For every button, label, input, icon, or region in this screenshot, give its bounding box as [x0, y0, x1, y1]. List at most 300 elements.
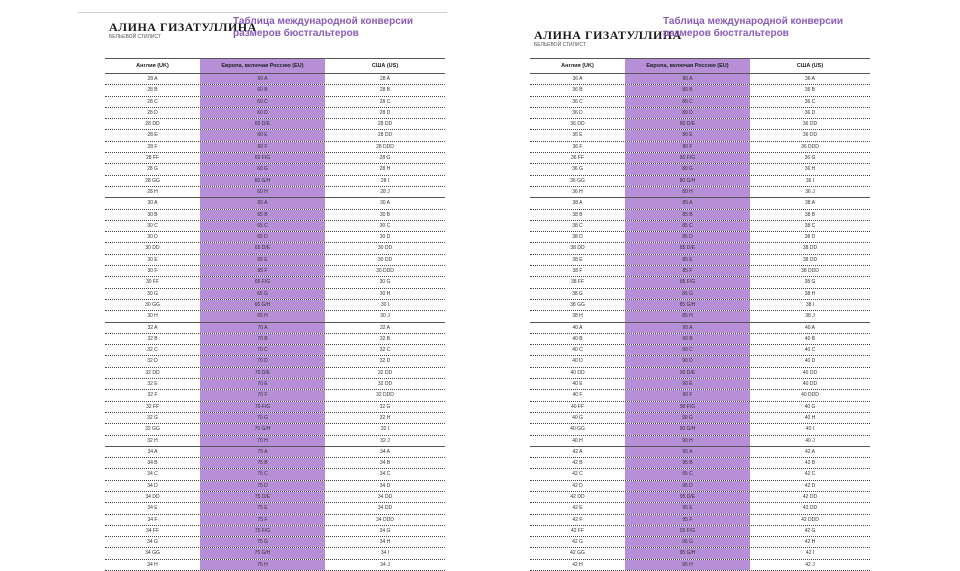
table-row [105, 187, 445, 198]
cell-uk: 30 DD [145, 245, 160, 252]
cell-eu: 65 F [200, 266, 325, 276]
cell-uk: 32 C [147, 347, 158, 354]
cell-eu: 90 D/E [625, 368, 750, 378]
cell-eu: 80 B [625, 85, 750, 95]
cell-us: 40 DDD [801, 392, 819, 399]
cell-eu: 80 D [625, 108, 750, 118]
cell-eu: 70 F/G [200, 402, 325, 412]
table-row [105, 74, 445, 85]
cell-uk: 30 G [147, 290, 158, 297]
cell-uk: 34 G [147, 539, 158, 546]
table-row [530, 560, 870, 571]
cell-eu: 75 A [200, 447, 325, 457]
table-row [530, 447, 870, 458]
table-row [530, 243, 870, 254]
cell-uk: 32 F [147, 392, 158, 399]
cell-us: 30 C [379, 222, 391, 229]
cell-us: 34 DDD [376, 516, 394, 523]
table-row [105, 289, 445, 300]
cell-uk: 38 H [572, 313, 583, 320]
cell-eu: 85 H [625, 311, 750, 321]
cell-eu: 95 G [625, 537, 750, 547]
cell-eu: 65 G [200, 289, 325, 299]
table-row [105, 436, 445, 447]
cell-eu: 70 G [200, 413, 325, 423]
cell-uk: 40 D [572, 358, 583, 365]
table-row [105, 548, 445, 559]
table-row [530, 481, 870, 492]
cell-eu: 85 B [625, 210, 750, 220]
cell-eu: 65 H [200, 311, 325, 321]
cell-uk: 36 D [572, 109, 583, 116]
cell-us: 28 H [379, 166, 391, 173]
table-row [530, 323, 870, 334]
cell-us: 38 J [805, 313, 815, 320]
cell-us: 34 DD [377, 505, 393, 512]
cell-eu: 65 G/H [200, 300, 325, 310]
cell-eu: 80 F [625, 142, 750, 152]
cell-uk: 36 H [572, 188, 583, 195]
cell-uk: 32 GG [145, 426, 160, 433]
cell-us: 40 DD [802, 381, 818, 388]
cell-uk: 30 C [147, 222, 158, 229]
cell-eu: 95 H [625, 560, 750, 570]
cell-us: 42 DDD [801, 516, 819, 523]
cell-eu: 65 D [200, 232, 325, 242]
header-uk: Англия (UK) [561, 63, 594, 69]
cell-eu: 80 D/E [625, 119, 750, 129]
cell-eu: 85 D/E [625, 243, 750, 253]
cell-eu: 65 D/E [200, 243, 325, 253]
cell-us: 40 D [804, 358, 816, 365]
cell-us: 40 I [805, 426, 815, 433]
cell-uk: 30 GG [145, 301, 160, 308]
table-row [105, 277, 445, 288]
cell-uk: 42 A [572, 448, 583, 455]
cell-us: 32 DDD [376, 392, 394, 399]
cell-us: 32 G [379, 403, 391, 410]
table-row [105, 526, 445, 537]
cell-us: 40 B [804, 335, 816, 342]
table-row [105, 458, 445, 469]
table-row [530, 537, 870, 548]
brand-logo: АЛИНА ГИЗАТУЛЛИНА [534, 28, 682, 42]
cell-eu: 60 E [200, 130, 325, 140]
cell-uk: 34 A [147, 448, 158, 455]
cell-uk: 42 E [572, 505, 583, 512]
cell-uk: 32 A [147, 324, 158, 331]
cell-us: 42 C [804, 471, 816, 478]
table-row [530, 255, 870, 266]
cell-eu: 80 G/H [625, 176, 750, 186]
cell-us: 30 J [380, 313, 390, 320]
table-row [530, 311, 870, 322]
header-eu: Европа, включая Россию (EU) [625, 59, 750, 73]
table-row [105, 300, 445, 311]
header-us: США (US) [371, 63, 399, 69]
cell-eu: 95 G/H [625, 548, 750, 558]
table-row [105, 108, 445, 119]
table-row [105, 492, 445, 503]
cell-eu: 60 C [200, 97, 325, 107]
cell-us: 32 A [379, 324, 390, 331]
cell-us: 30 DD [377, 256, 393, 263]
cell-us: 42 DD [802, 505, 818, 512]
cell-us: 36 C [804, 98, 816, 105]
cell-uk: 40 H [572, 437, 583, 444]
cell-us: 40 J [805, 437, 815, 444]
table-row [530, 390, 870, 401]
cell-uk: 42 C [572, 471, 583, 478]
cell-uk: 36 C [572, 98, 583, 105]
table-row [105, 311, 445, 322]
cell-eu: 65 E [200, 255, 325, 265]
table-row [530, 164, 870, 175]
cell-eu: 70 H [200, 436, 325, 446]
cell-uk: 36 E [572, 132, 583, 139]
table-row [530, 436, 870, 447]
cell-eu: 85 D [625, 232, 750, 242]
cell-eu: 70 A [200, 323, 325, 333]
cell-eu: 75 H [200, 560, 325, 570]
table-row [530, 548, 870, 559]
cell-uk: 42 F [572, 516, 583, 523]
cell-uk: 42 FF [570, 527, 585, 534]
table-row [530, 300, 870, 311]
cell-eu: 95 F/G [625, 526, 750, 536]
cell-eu: 90 C [625, 345, 750, 355]
table-row [530, 458, 870, 469]
cell-eu: 65 C [200, 221, 325, 231]
table-row [105, 255, 445, 266]
header-eu: Европа, включая Россию (EU) [200, 59, 325, 73]
table-row [105, 356, 445, 367]
cell-eu: 80 G [625, 164, 750, 174]
table-row [105, 368, 445, 379]
cell-uk: 30 E [147, 256, 158, 263]
table-row [530, 469, 870, 480]
cell-eu: 70 E [200, 379, 325, 389]
cell-us: 28 DD [377, 132, 393, 139]
cell-us: 34 G [379, 527, 391, 534]
cell-uk: 36 DD [570, 121, 585, 128]
cell-uk: 40 GG [570, 426, 585, 433]
cell-uk: 34 C [147, 471, 158, 478]
table-row [530, 119, 870, 130]
cell-eu: 75 G [200, 537, 325, 547]
table-row [530, 85, 870, 96]
cell-us: 34 I [380, 550, 390, 557]
brand-tagline: БЕЛЬЕВОЙ СТИЛИСТ [109, 34, 162, 40]
cell-eu: 75 D [200, 481, 325, 491]
cell-uk: 28 E [147, 132, 158, 139]
table-row [105, 142, 445, 153]
table-row [105, 390, 445, 401]
cell-eu: 90 F [625, 390, 750, 400]
cell-us: 32 I [380, 426, 390, 433]
cell-uk: 38 C [572, 222, 583, 229]
table-row [105, 243, 445, 254]
table-row [105, 266, 445, 277]
table-row [105, 164, 445, 175]
table-row [530, 277, 870, 288]
cell-uk: 42 H [572, 561, 583, 568]
cell-eu: 75 B [200, 458, 325, 468]
cell-eu: 65 B [200, 210, 325, 220]
cell-us: 36 DD [802, 121, 818, 128]
cell-us: 32 J [380, 437, 390, 444]
table-row [530, 503, 870, 514]
cell-eu: 75 D/E [200, 492, 325, 502]
table-header [530, 59, 870, 74]
cell-us: 32 C [379, 347, 391, 354]
cell-us: 30 DD [377, 245, 393, 252]
table-row [530, 130, 870, 141]
table-row [105, 198, 445, 209]
title-line-1: Таблица международной конверсии [663, 16, 844, 27]
size-table [105, 58, 445, 571]
cell-eu: 75 G/H [200, 548, 325, 558]
table-row [105, 469, 445, 480]
table-row [105, 424, 445, 435]
cell-us: 38 C [804, 222, 816, 229]
cell-us: 28 I [380, 177, 390, 184]
cell-eu: 95 D [625, 481, 750, 491]
cell-eu: 70 G/H [200, 424, 325, 434]
cell-eu: 70 B [200, 334, 325, 344]
cell-eu: 85 E [625, 255, 750, 265]
cell-uk: 38 E [572, 256, 583, 263]
cell-us: 30 G [379, 279, 391, 286]
cell-uk: 32 B [147, 335, 158, 342]
cell-uk: 38 D [572, 234, 583, 241]
cell-eu: 95 A [625, 447, 750, 457]
cell-us: 28 D [379, 109, 391, 116]
cell-eu: 95 C [625, 469, 750, 479]
cell-eu: 90 D [625, 356, 750, 366]
table-row [105, 221, 445, 232]
cell-us: 36 DD [802, 132, 818, 139]
cell-us: 42 A [804, 448, 815, 455]
cell-us: 38 B [804, 211, 816, 218]
document-title [663, 16, 843, 40]
cell-uk: 42 D [572, 482, 583, 489]
table-row [530, 74, 870, 85]
cell-uk: 28 C [147, 98, 158, 105]
cell-us: 38 DD [802, 256, 818, 263]
cell-eu: 70 F [200, 390, 325, 400]
cell-uk: 34 F [147, 516, 158, 523]
table-row [530, 368, 870, 379]
cell-uk: 40 C [572, 347, 583, 354]
cell-uk: 28 F [147, 143, 158, 150]
cell-uk: 38 F [572, 268, 583, 275]
cell-uk: 38 FF [570, 279, 585, 286]
cell-us: 36 J [805, 188, 815, 195]
cell-uk: 28 A [147, 76, 158, 82]
cell-us: 30 H [379, 290, 391, 297]
cell-uk: 40 F [572, 392, 583, 399]
brand-logo: АЛИНА ГИЗАТУЛЛИНА [109, 20, 257, 34]
cell-uk: 30 A [147, 200, 158, 207]
cell-eu: 95 F [625, 515, 750, 525]
cell-eu: 70 C [200, 345, 325, 355]
cell-eu: 60 B [200, 85, 325, 95]
table-row [105, 210, 445, 221]
cell-uk: 32 G [147, 414, 158, 421]
cell-uk: 30 H [147, 313, 158, 320]
cell-eu: 60 A [200, 74, 325, 84]
cell-us: 38 I [805, 301, 815, 308]
table-row [530, 266, 870, 277]
cell-uk: 34 GG [145, 550, 160, 557]
table-row [530, 289, 870, 300]
cell-us: 40 A [804, 324, 815, 331]
cell-eu: 75 C [200, 469, 325, 479]
cell-eu: 85 F [625, 266, 750, 276]
cell-uk: 28 B [147, 87, 158, 94]
table-row [105, 560, 445, 571]
cell-uk: 28 FF [145, 155, 160, 162]
cell-eu: 60 G [200, 164, 325, 174]
cell-uk: 38 DD [570, 245, 585, 252]
cell-uk: 32 D [147, 358, 158, 365]
table-row [530, 153, 870, 164]
table-row [530, 492, 870, 503]
cell-eu: 70 D [200, 356, 325, 366]
cell-eu: 85 C [625, 221, 750, 231]
cell-eu: 65 A [200, 198, 325, 208]
cell-uk: 32 H [147, 437, 158, 444]
cell-us: 30 A [379, 200, 390, 207]
cell-us: 38 DDD [801, 268, 819, 275]
cell-us: 34 DD [377, 493, 393, 500]
table-row [105, 232, 445, 243]
table-row [530, 210, 870, 221]
cell-eu: 85 A [625, 198, 750, 208]
cell-us: 38 DD [802, 245, 818, 252]
cell-uk: 36 F [572, 143, 583, 150]
table-row [105, 85, 445, 96]
table-row [105, 130, 445, 141]
cell-uk: 40 E [572, 381, 583, 388]
table-row [530, 108, 870, 119]
table-row [105, 402, 445, 413]
cell-uk: 32 E [147, 381, 158, 388]
cell-uk: 36 G [572, 166, 583, 173]
cell-eu: 65 F/G [200, 277, 325, 287]
cell-us: 30 B [379, 211, 391, 218]
cell-uk: 40 FF [570, 403, 585, 410]
cell-us: 36 H [804, 166, 816, 173]
table-row [105, 345, 445, 356]
cell-uk: 28 G [147, 166, 158, 173]
cell-eu: 60 F [200, 142, 325, 152]
table-row [530, 334, 870, 345]
cell-us: 42 I [805, 550, 815, 557]
cell-us: 38 G [804, 279, 816, 286]
cell-uk: 30 B [147, 211, 158, 218]
cell-us: 32 D [379, 358, 391, 365]
table-row [530, 402, 870, 413]
cell-eu: 80 C [625, 97, 750, 107]
table-row [530, 515, 870, 526]
size-table [530, 58, 870, 571]
table-row [105, 413, 445, 424]
cell-us: 28 G [379, 155, 391, 162]
cell-eu: 80 A [625, 74, 750, 84]
cell-us: 38 H [804, 290, 816, 297]
table-row [105, 97, 445, 108]
cell-uk: 40 A [572, 324, 583, 331]
cell-us: 36 I [805, 177, 815, 184]
cell-us: 28 C [379, 98, 391, 105]
brand-tagline: БЕЛЬЕВОЙ СТИЛИСТ [534, 42, 587, 48]
cell-eu: 75 F/G [200, 526, 325, 536]
table-row [105, 176, 445, 187]
table-body [530, 74, 870, 571]
cell-uk: 34 E [147, 505, 158, 512]
table-row [530, 221, 870, 232]
cell-eu: 80 H [625, 187, 750, 197]
cell-us: 42 G [804, 527, 816, 534]
cell-uk: 40 G [572, 414, 583, 421]
cell-us: 36 G [804, 155, 816, 162]
cell-us: 32 H [379, 414, 391, 421]
table-row [530, 413, 870, 424]
cell-us: 36 A [804, 76, 815, 82]
cell-uk: 38 G [572, 290, 583, 297]
cell-us: 30 D [379, 234, 391, 241]
cell-uk: 36 GG [570, 177, 585, 184]
cell-uk: 34 H [147, 561, 158, 568]
cell-us: 34 B [379, 460, 391, 467]
cell-uk: 42 DD [570, 493, 585, 500]
cell-uk: 32 FF [145, 403, 160, 410]
cell-eu: 80 F/G [625, 153, 750, 163]
cell-us: 32 DD [377, 369, 393, 376]
cell-us: 28 DD [377, 121, 393, 128]
cell-uk: 30 D [147, 234, 158, 241]
cell-eu: 90 A [625, 323, 750, 333]
cell-uk: 34 D [147, 482, 158, 489]
cell-us: 34 H [379, 539, 391, 546]
cell-uk: 40 DD [570, 369, 585, 376]
cell-us: 40 H [804, 414, 816, 421]
table-row [105, 503, 445, 514]
table-row [105, 379, 445, 390]
table-row [105, 153, 445, 164]
cell-eu: 85 G/H [625, 300, 750, 310]
cell-us: 30 I [380, 301, 390, 308]
cell-uk: 34 FF [145, 527, 160, 534]
cell-eu: 75 E [200, 503, 325, 513]
header-uk: Англия (UK) [136, 63, 169, 69]
top-divider [78, 12, 447, 13]
table-row [530, 187, 870, 198]
table-row [530, 176, 870, 187]
cell-eu: 90 E [625, 379, 750, 389]
cell-eu: 60 D/E [200, 119, 325, 129]
cell-eu: 60 D [200, 108, 325, 118]
table-row [105, 481, 445, 492]
cell-uk: 40 B [572, 335, 583, 342]
cell-uk: 36 B [572, 87, 583, 94]
cell-eu: 60 F/G [200, 153, 325, 163]
cell-uk: 34 DD [145, 493, 160, 500]
cell-eu: 95 D/E [625, 492, 750, 502]
cell-uk: 42 B [572, 460, 583, 467]
